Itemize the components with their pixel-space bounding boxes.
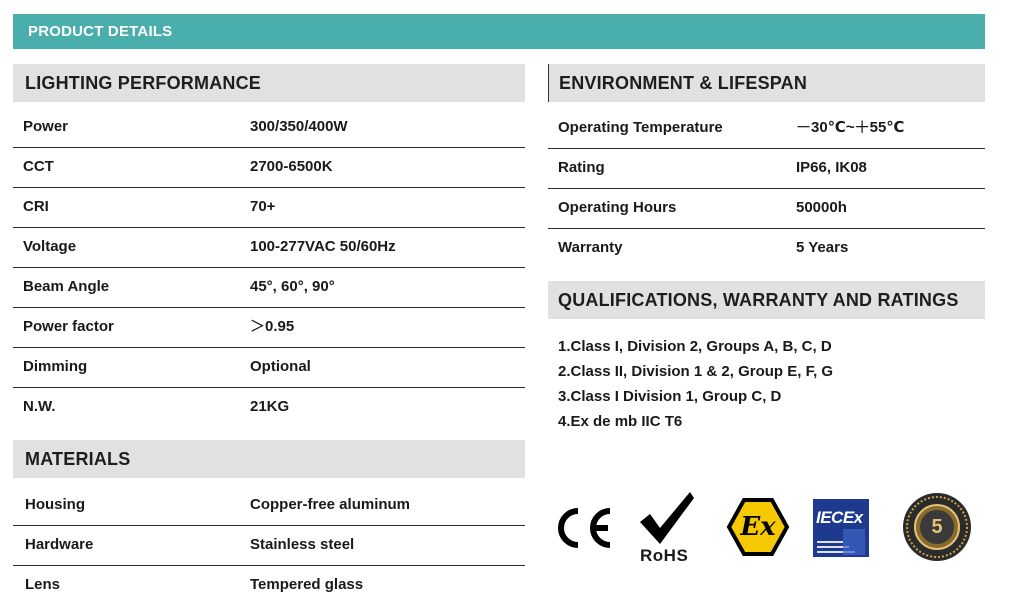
spec-row-power xyxy=(13,108,525,148)
spec-label: Power xyxy=(23,118,69,135)
ex-label: Ex xyxy=(740,512,776,542)
spec-label: Dimming xyxy=(23,358,88,375)
iecex-label: IECEx xyxy=(816,508,863,527)
spec-row-warranty xyxy=(548,229,985,269)
spec-label: Beam Angle xyxy=(23,278,110,295)
spec-row-cct xyxy=(13,148,525,188)
ce-mark-icon xyxy=(552,505,614,551)
spec-label: Housing xyxy=(25,496,85,513)
environment-lifespan-table xyxy=(548,109,985,269)
spec-row-voltage xyxy=(13,228,525,268)
spec-row-power-factor xyxy=(13,308,525,348)
spec-label: Power factor xyxy=(23,318,114,335)
spec-label: Rating xyxy=(558,159,605,176)
qualification-item: 1.Class I, Division 2, Groups A, B, C, D xyxy=(558,338,832,355)
spec-value: 300/350/400W xyxy=(250,118,348,135)
spec-label: N.W. xyxy=(23,398,56,415)
spec-row-net-weight xyxy=(13,388,525,428)
spec-value: Copper-free aluminum xyxy=(250,496,411,513)
spec-value: 100-277VAC 50/60Hz xyxy=(250,238,396,255)
qualifications-list xyxy=(558,334,833,434)
product-details-banner: PRODUCT DETAILS xyxy=(13,14,985,49)
rohs-label: RoHS xyxy=(640,546,689,565)
materials-table xyxy=(13,486,525,606)
spec-value: ＞0.95 xyxy=(250,318,295,335)
qualifications-header: QUALIFICATIONS, WARRANTY AND RATINGS xyxy=(548,281,985,319)
warranty-seal-logo xyxy=(902,492,972,562)
spec-label: Lens xyxy=(25,576,61,593)
spec-label: Hardware xyxy=(25,536,94,553)
spec-row-housing xyxy=(13,486,525,526)
materials-header: MATERIALS xyxy=(13,440,525,478)
spec-value: 2700-6500K xyxy=(250,158,333,175)
spec-value: IP66, IK08 xyxy=(796,159,867,176)
spec-value: 21KG xyxy=(250,398,290,415)
spec-value: 45°, 60°, 90° xyxy=(250,278,335,295)
spec-label: CRI xyxy=(23,198,49,215)
spec-value: 50000h xyxy=(796,199,847,216)
spec-row-rating xyxy=(548,149,985,189)
lighting-performance-table xyxy=(13,108,525,428)
spec-row-hardware xyxy=(13,526,525,566)
spec-value: Tempered glass xyxy=(250,576,364,593)
spec-row-beam-angle xyxy=(13,268,525,308)
spec-row-dimming xyxy=(13,348,525,388)
qualification-item: 2.Class II, Division 1 & 2, Group E, F, G xyxy=(558,363,834,380)
spec-value: 5 Years xyxy=(796,239,849,256)
lighting-performance-header: LIGHTING PERFORMANCE xyxy=(13,64,525,102)
spec-label: CCT xyxy=(23,158,54,175)
spec-label: Warranty xyxy=(558,239,623,256)
environment-lifespan-header: ENVIRONMENT & LIFESPAN xyxy=(548,64,985,102)
spec-row-lens xyxy=(13,566,525,606)
spec-row-operating-hours xyxy=(548,189,985,229)
spec-row-operating-temperature xyxy=(548,109,985,149)
qualification-item: 3.Class I Division 1, Group C, D xyxy=(558,388,782,405)
spec-row-cri xyxy=(13,188,525,228)
ce-mark-logo xyxy=(552,505,614,551)
checkmark-icon xyxy=(636,490,698,546)
iecex-logo xyxy=(813,499,869,557)
spec-value: Stainless steel xyxy=(250,536,355,553)
spec-label: Operating Temperature xyxy=(558,119,723,136)
spec-value: －30℃~＋55℃ xyxy=(796,119,905,136)
spec-value: Optional xyxy=(250,358,311,375)
qualification-item: 4.Ex de mb IIC T6 xyxy=(558,413,683,430)
spec-label: Voltage xyxy=(23,238,77,255)
atex-ex-logo xyxy=(726,497,790,557)
spec-value: 70+ xyxy=(250,198,276,215)
rohs-logo xyxy=(636,490,698,568)
spec-label: Operating Hours xyxy=(558,199,677,216)
warranty-years-label: 5 xyxy=(931,516,943,538)
